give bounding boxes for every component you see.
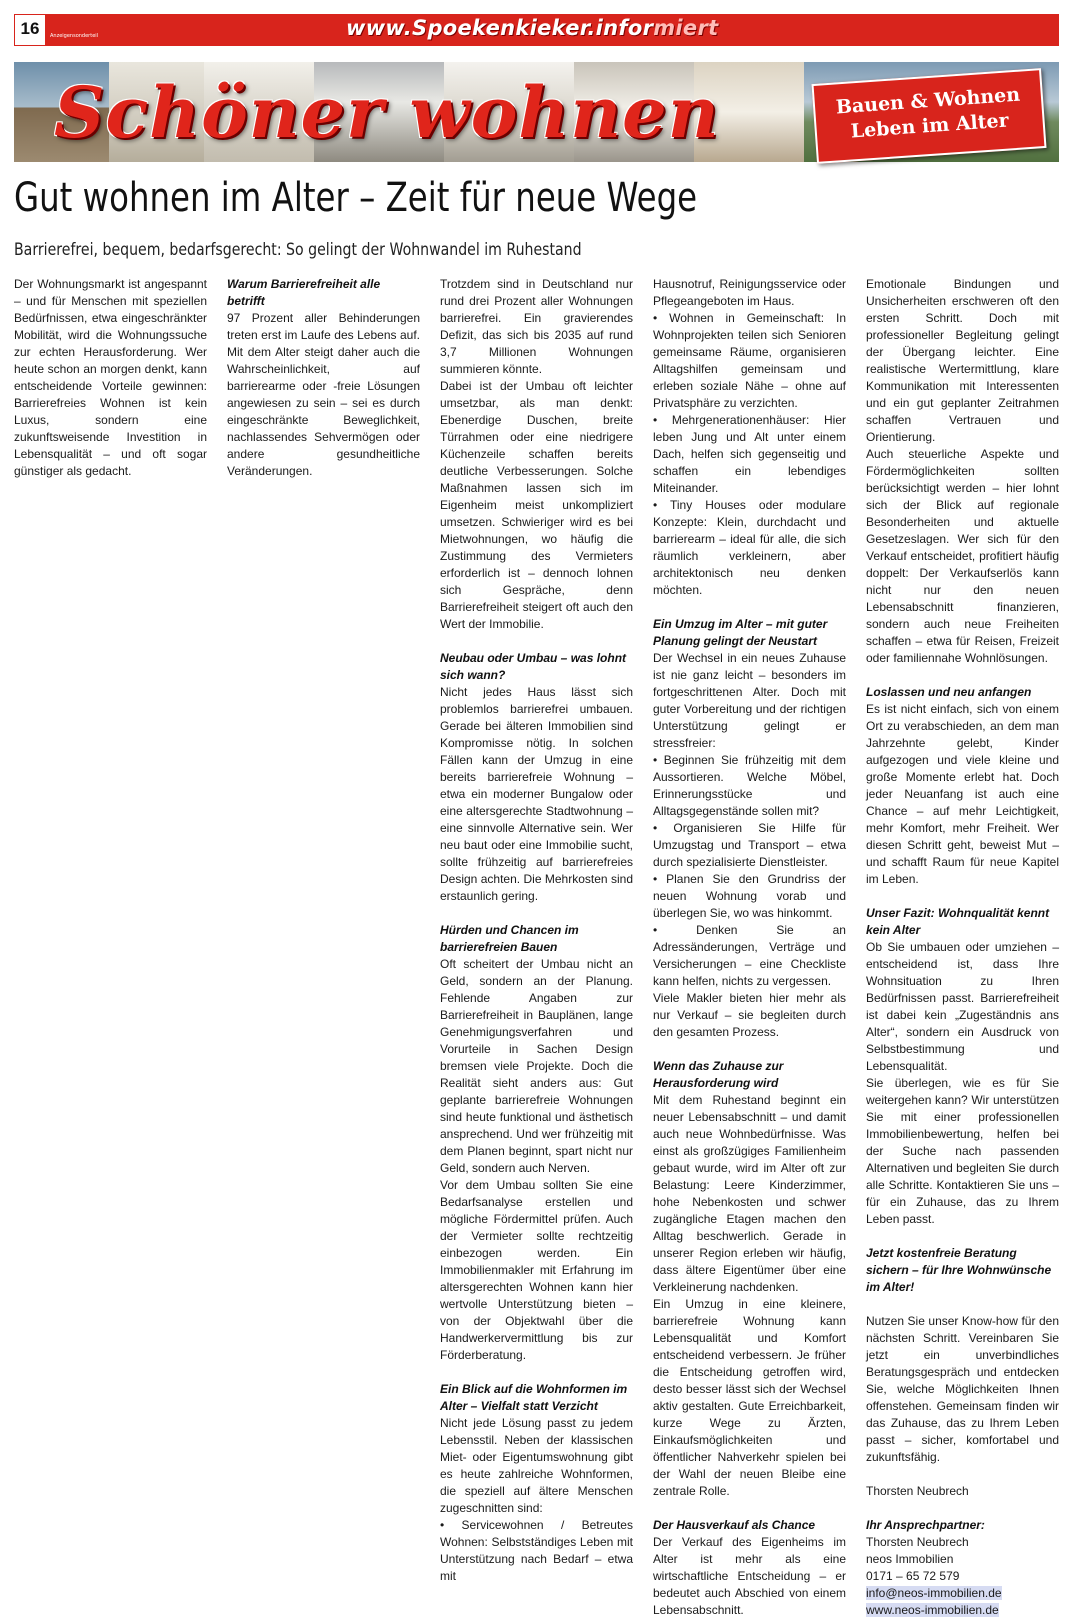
paragraph: Vor dem Umbau sollten Sie eine Bedarfsanalyse erstellen und mögliche Fördermittel prüfen. Auch der Vermieter sollte rechtzeitig einbezogen werden. Ein Immobilienmakler mit Erfahrung im altersgerechten Wohnen kann hier wertvolle Unterstützung bieten – von der Objektwahl über die Handwerkervermittlung bis zur Förderberatung.	[440, 1178, 633, 1362]
contact-heading: Ihr Ansprechpartner:	[866, 1518, 985, 1532]
bullet-item: • Mehrgenerationenhäuser: Hier leben Jung und Alt unter einem Dach, helfen sich gegenseitig und schaffen ein lebendiges Miteinander.	[653, 412, 846, 497]
header-url-fade: miert	[653, 16, 719, 40]
paragraph: Trotzdem sind in Deutschland nur rund drei Prozent aller Wohnungen barrierefrei. Ein gravierendes Defizit, das sich bis 2035 auf rund 3,7 Millionen Wohnungen summieren könnte.	[440, 277, 633, 376]
bullet-item: • Tiny Houses oder modulare Konzepte: Klein, durchdacht und barrierearm – ideal für alle, die sich räumlich verkleinern, aber architektonisch neu denken möchten.	[653, 497, 846, 599]
section-heading: Ein Blick auf die Wohnformen im Alter – Vielfalt statt Verzicht	[440, 1382, 628, 1413]
contact-website-link[interactable]: www.neos-immobilien.de	[866, 1603, 999, 1617]
paragraph: Nicht jedes Haus lässt sich problemlos barrierefrei umbauen. Gerade bei älteren Immobilien sind Kompromisse nötig. In solchen Fällen kann der Umzug in eine bereits barrierefreie Wohnung – etwa ein moderner Bungalow oder eine altersgerechte Stadtwohnung – eine sinnvolle Alternative sein. Wer neu baut oder eine Immobilie sucht, sollte frühzeitig auf barrierefreies Design achten. Die Mehrkosten sind erstaunlich gering.	[440, 685, 633, 903]
banner-title: Schöner wohnen	[54, 71, 720, 154]
paragraph: Viele Makler bieten hier mehr als nur Verkauf – sie begleiten durch den gesamten Prozess.	[653, 991, 846, 1039]
contact-email-link[interactable]: info@neos-immobilien.de	[866, 1586, 1002, 1600]
article-subheadline: Barrierefrei, bequem, bedarfsgerecht: So gelingt der Wohnwandel im Ruhestand	[14, 240, 582, 260]
section-heading: Unser Fazit: Wohnqualität kennt kein Alter	[866, 906, 1050, 937]
section-heading: Loslassen und neu anfangen	[866, 685, 1032, 699]
page-section-label: Anzeigensonderteil	[50, 33, 99, 39]
header-url-main: www.Spoekenkieker.infor	[346, 16, 654, 40]
section-heading: Wenn das Zuhause zur Herausforderung wird	[653, 1059, 784, 1090]
section-heading: Neubau oder Umbau – was lohnt sich wann?	[440, 651, 627, 682]
bullet-item: • Beginnen Sie frühzeitig mit dem Aussortieren. Welche Möbel, Erinnerungsstücke und Alltagsgegenstände sollen mit?	[653, 752, 846, 820]
column-3	[440, 276, 633, 1583]
paragraph: Dabei ist der Umbau oft leichter umsetzbar, als man denkt: Ebenerdige Duschen, breite Türrahmen oder eine niedrigere Küchenzeile schaffen bereits deutliche Verbesserungen. Solche Maßnahmen lassen sich im Eigenheim meist unkompliziert umsetzen. Schwieriger wird es bei Mietwohnungen, wo häufig die Zustimmung des Vermieters erforderlich ist – dennoch lohnen sich Gespräche, denn Barrierefreiheit steigert oft auch den Wert der Immobilie.	[440, 379, 633, 631]
paragraph: Ob Sie umbauen oder umziehen – entscheidend ist, dass Ihre Wohnsituation zu Ihren Bedürfnissen passt. Barrierefreiheit ist dabei kein „Zugeständnis ans Alter“, sondern ein Ausdruck von Selbstbestimmung und Lebensqualität.	[866, 940, 1059, 1073]
banner-badge-line2: Leben im Alter	[850, 109, 1010, 143]
call-to-action-heading: Jetzt kostenfreie Beratung sichern – für Ihre Wohnwünsche im Alter!	[866, 1246, 1052, 1294]
bullet-item: • Servicewohnen / Betreutes Wohnen: Selbstständiges Leben mit Unterstützung nach Bedarf – etwa mit	[440, 1517, 633, 1585]
section-heading: Warum Barrierefreiheit alle betrifft	[227, 277, 381, 308]
paragraph: Oft scheitert der Umbau nicht an Geld, sondern an der Planung. Fehlende Angaben zur Barrierefreiheit in Bauplänen, lange Genehmigungsverfahren und Vorurteile in Sachen Design bremsen viele Projekte. Doch die Realität sieht anders aus: Gut geplante barrierefreie Wohnungen sind heute funktional und ästhetisch ansprechend. Und wer frühzeitig mit dem Planen beginnt, spart nicht nur Geld, sondern auch Nerven.	[440, 957, 633, 1175]
bullet-item: • Denken Sie an Adressänderungen, Verträge und Versicherungen – eine Checkliste kann helfen, nichts zu vergessen.	[653, 922, 846, 990]
section-heading: Ein Umzug im Alter – mit guter Planung gelingt der Neustart	[653, 617, 828, 648]
paragraph: Ein Umzug in eine kleinere, barrierefreie Wohnung kann Lebensqualität und Komfort entscheidend verbessern. Je früher die Entscheidung getroffen wird, desto besser lässt sich der Wechsel aktiv gestalten. Gute Erreichbarkeit, kurze Wege zu Ärzten, Einkaufsmöglichkeiten und öffentlicher Nahverkehr spielen bei der Wahl der neuen Bleibe eine zentrale Rolle.	[653, 1297, 846, 1498]
paragraph: Nicht jede Lösung passt zu jedem Lebensstil. Neben der klassischen Miet- oder Eigentumswohnung gibt es heute zahlreiche Wohnformen, die speziell auf ältere Menschen zugeschnitten sind:	[440, 1416, 633, 1515]
paragraph: Es ist nicht einfach, sich von einem Ort zu verabschieden, an dem man Jahrzehnte gelebt, Kinder aufgezogen und viele kleine und große Momente erlebt hat. Doch jeder Neuanfang ist auch eine Chance – auf mehr Leichtigkeit, mehr Komfort, mehr Freiheit. Wer diesen Schritt geht, beweist Mut – und schafft Raum für neue Kapitel im Leben.	[866, 702, 1059, 886]
section-heading: Der Hausverkauf als Chance	[653, 1518, 816, 1532]
bullet-item: • Planen Sie den Grundriss der neuen Wohnung vorab und überlegen Sie, wo was hinkommt.	[653, 871, 846, 922]
author-signature: Thorsten Neubrech	[866, 1484, 969, 1498]
paragraph: 97 Prozent aller Behinderungen treten erst im Laufe des Lebens auf. Mit dem Alter steigt daher auch die Wahrscheinlichkeit, auf barrierearme oder -freie Lösungen angewiesen zu sein – sei es durch eingeschränkte Beweglichkeit, nachlassendes Sehvermögen oder andere gesundheitliche Veränderungen.	[227, 311, 420, 478]
bullet-item: • Wohnen in Gemeinschaft: In Wohnprojekten teilen sich Senioren gemeinsame Räume, organisieren Alltagshilfen gemeinsam und erleben soziale Nähe – ohne auf Privatsphäre zu verzichten.	[653, 310, 846, 412]
paragraph: Der Verkauf des Eigenheims im Alter ist mehr als eine wirtschaftliche Entscheidung – er bedeutet auch Abschied von einem Lebensabschnitt.	[653, 1535, 846, 1617]
paragraph: Nutzen Sie unser Know-how für den nächsten Schritt. Vereinbaren Sie jetzt ein unverbindliches Beratungsgespräch und entdecken Sie, welche Möglichkeiten Ihnen offenstehen. Gemeinsam finden wir das Zuhause, das zu Ihrem Leben passt – sicher, komfortabel und zukunftsfähig.	[866, 1314, 1059, 1464]
banner-badge	[811, 68, 1046, 164]
page-number: 16	[14, 14, 46, 46]
paragraph: Mit dem Ruhestand beginnt ein neuer Lebensabschnitt – und damit auch neue Wohnbedürfnisse. Was einst als großzügiges Familienheim gebaut wurde, wird im Alter oft zur Belastung: Leere Kinderzimmer, hohe Nebenkosten und schwer zugängliche Etagen machen den Alltag beschwerlich. Gerade in unserer Region erleben wir häufig, dass ältere Eigentümer über eine Verkleinerung nachdenken.	[653, 1093, 846, 1294]
column-1	[14, 276, 207, 1566]
header-url[interactable]	[346, 16, 718, 40]
paragraph: Hausnotruf, Reinigungsservice oder Pflegeangeboten im Haus.	[653, 277, 846, 308]
paragraph: Auch steuerliche Aspekte und Fördermöglichkeiten sollten berücksichtigt werden – hier lohnt sich der Blick auf regionale Besonderheiten und aktuelle Gesetzeslagen. Wer sich für den Verkauf entscheidet, profitiert häufig doppelt: Der Verkaufserlös kann nicht nur den neuen Lebensabschnitt finanzieren, sondern auch neue Freiheiten schaffen – etwa für Reisen, Freizeit oder familiennahe Wohnlösungen.	[866, 447, 1059, 665]
contact-name: Thorsten Neubrech	[866, 1535, 969, 1549]
header-bar	[14, 14, 1059, 46]
banner-badge-line1: Bauen & Wohnen	[835, 83, 1021, 119]
banner	[14, 62, 1059, 162]
column-2	[227, 276, 420, 1566]
column-4	[653, 276, 846, 1617]
contact-phone[interactable]: 0171 – 65 72 579	[866, 1569, 960, 1583]
bullet-item: • Organisieren Sie Hilfe für Umzugstag und Transport – etwa durch spezialisierte Dienstleister.	[653, 820, 846, 871]
intro-paragraph: Der Wohnungsmarkt ist angespannt – und für Menschen mit speziellen Bedürfnissen, etwa eingeschränkter Mobilität, wird die Wohnungssuche zur echten Herausforderung. Wer heute schon an morgen denkt, kann entscheidende Vorteile gewinnen: Barrierefreies Wohnen ist kein Luxus, sondern eine zukunftsweisende Investition in Lebensqualität – und oft sogar günstiger als gedacht.	[14, 277, 207, 478]
paragraph: Sie überlegen, wie es für Sie weitergehen kann? Wir unterstützen Sie mit einer professionellen Immobilienbewertung, helfen bei der Suche nach passenden Alternativen und begleiten Sie durch alle Schritte. Kontaktieren Sie uns – für ein Zuhause, das zu Ihrem Leben passt.	[866, 1076, 1059, 1226]
section-heading: Hürden und Chancen im barrierefreien Bauen	[440, 923, 579, 954]
article-headline: Gut wohnen im Alter – Zeit für neue Wege	[14, 175, 698, 221]
paragraph: Emotionale Bindungen und Unsicherheiten erschweren oft den ersten Schritt. Doch mit professioneller Begleitung gelingt der Übergang leichter. Eine realistische Wertermittlung, klare Kommunikation mit Interessenten und ein gut geplanter Zeitrahmen schaffen Vertrauen und Orientierung.	[866, 277, 1059, 444]
column-5	[866, 276, 1059, 1617]
paragraph: Der Wechsel in ein neues Zuhause ist nie ganz leicht – besonders im fortgeschrittenen Alter. Doch mit guter Vorbereitung und der richtigen Unterstützung gelingt er stressfreier:	[653, 651, 846, 750]
contact-company: neos Immobilien	[866, 1552, 954, 1566]
